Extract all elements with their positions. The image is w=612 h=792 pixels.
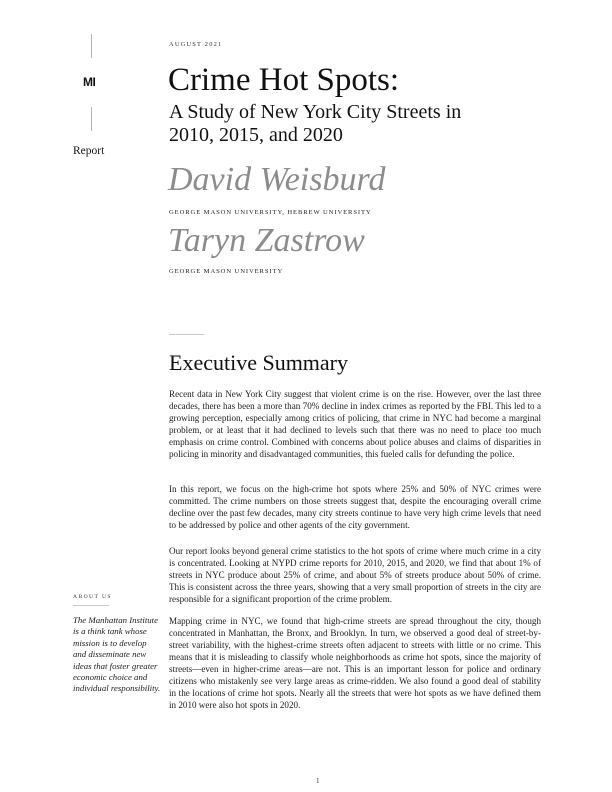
logo-divider-line <box>91 107 92 131</box>
summary-paragraph: Mapping crime in NYC, we found that high-crime streets are spread throughout the city, though concentrated in Manhattan, the Bronx, and Brooklyn. In turn, we observed a good deal of street-by-street variability, with the highest-crime streets often adjacent to streets with little or no crime. This means that it is misleading to classify whole neighborhoods as crime hot spots, since the majority of streets—even in higher-crime areas—are not. This is an important lesson for police and ordinary citizens who mistakenly see very large areas as crime-ridden. We also found a good deal of stability in the locations of crime hot spots. Nearly all the streets that were hot spots as we have defined them in 2010 were also hot spots in 2020. <box>169 616 541 710</box>
author-affiliation: GEORGE MASON UNIVERSITY, HEBREW UNIVERSITY <box>169 209 372 216</box>
about-us-heading: ABOUT US <box>73 594 112 600</box>
executive-summary-heading: Executive Summary <box>169 350 349 375</box>
institute-logo: MI <box>83 75 96 89</box>
page-number: 1 <box>316 777 320 785</box>
report-subtitle: A Study of New York City Streets in 2010, 2015, and 2020 <box>169 101 462 146</box>
summary-paragraph: Our report looks beyond general crime statistics to the hot spots of crime where much crime in a city is concentrated. Looking at NYPD crime reports for 2010, 2015, and 2020, we find that about 1% of streets in NYC produce about 25% of crime, and about 5% of streets produce about 50% of crime. This is consistent across the three years, showing that a very small proportion of streets in the city are responsible for a significant proportion of the crime problem. <box>169 546 541 604</box>
summary-paragraph: In this report, we focus on the high-crime hot spots where 25% and 50% of NYC crimes were committed. The crime numbers on those streets suggest that, despite the encouraging overall crime decline over the past few decades, many city streets continue to have very high crime levels that need to be addressed by police and other agents of the city government. <box>169 484 541 530</box>
about-divider <box>73 605 109 606</box>
document-type-label: Report <box>73 145 105 157</box>
about-us-text: The Manhattan Institute is a think tank whose mission is to develop and disseminate new ideas that foster greater economic choice and individual responsibility. <box>73 615 161 694</box>
author-name: Taryn Zastrow <box>168 222 365 259</box>
author-affiliation: GEORGE MASON UNIVERSITY <box>169 268 284 275</box>
report-title: Crime Hot Spots: <box>168 62 400 98</box>
publication-date: AUGUST 2021 <box>169 41 223 48</box>
summary-paragraph: Recent data in New York City suggest that violent crime is on the rise. However, over the last three decades, there has been a more than 70% decline in index crimes as reported by the FBI. This led to a growing perception, especially among critics of policing, that crime in NYC had become a marginal problem, or at least that it had declined to levels such that there was no need to place too much emphasis on crime control. Combined with concerns about police abuses and claims of disparities in policing in minority and disadvantaged communities, this fueled calls for defunding the police. <box>169 389 541 459</box>
top-divider-line <box>91 34 92 58</box>
author-name: David Weisburd <box>168 161 386 198</box>
section-divider <box>169 334 204 335</box>
